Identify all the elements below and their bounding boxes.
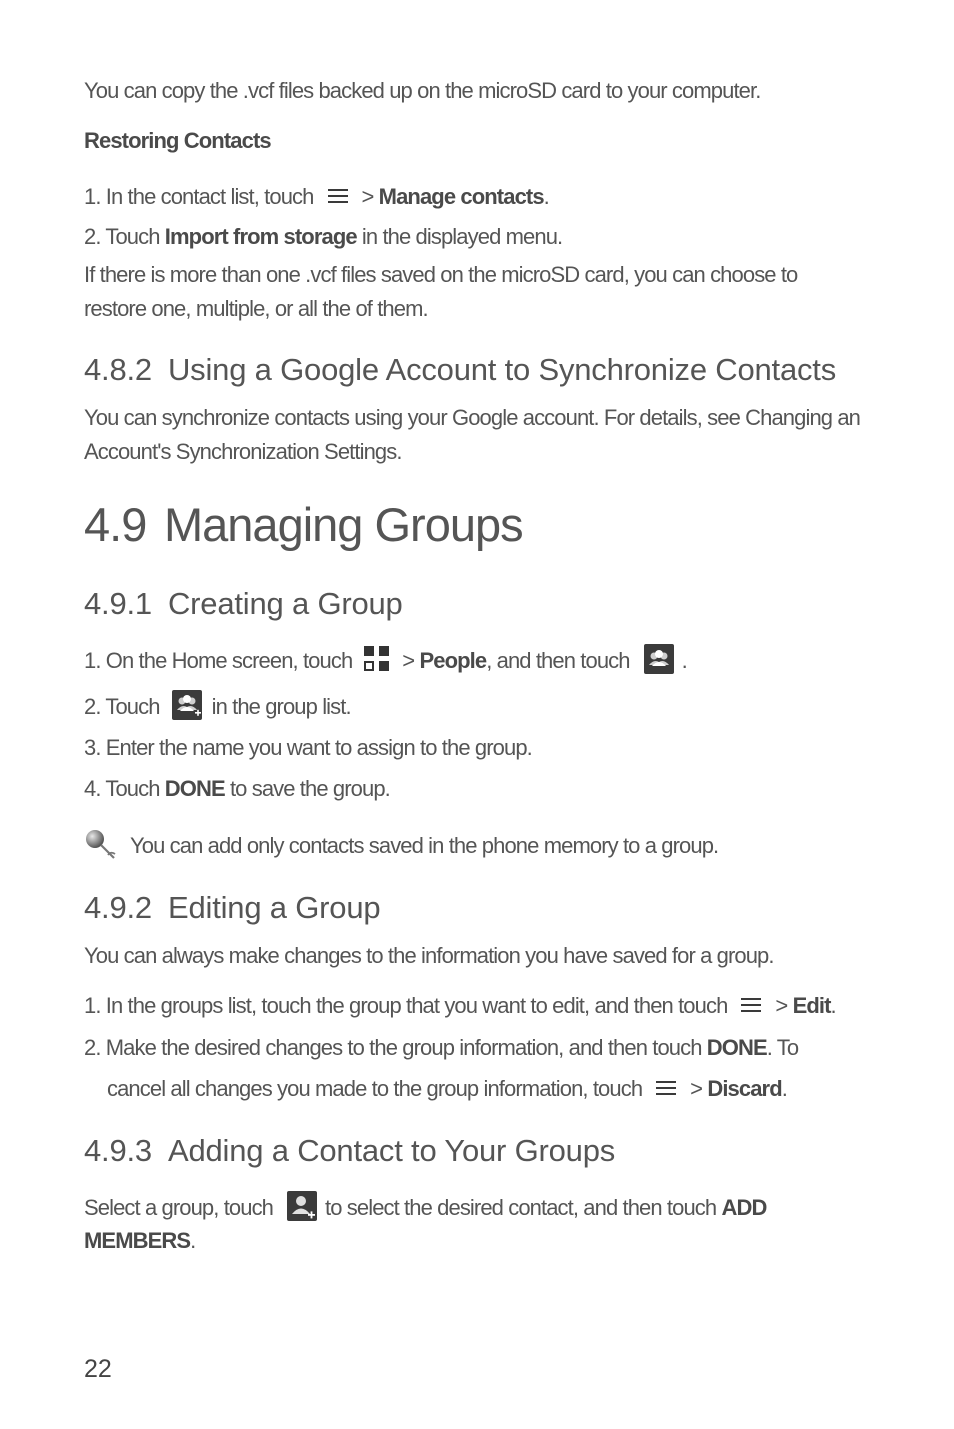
creating-step-4: 4. Touch DONE to save the group. (84, 776, 390, 801)
creating-step-2: 2. Touch in the group list. (84, 690, 884, 724)
copy-vcf-text: You can copy the .vcf files backed up on the microSD card to your computer. (84, 78, 761, 103)
restoring-contacts-heading: Restoring Contacts (84, 128, 271, 153)
restoring-step-2: 2. Touch Import from storage in the displayed menu. (84, 224, 563, 249)
creating-step-1: 1. On the Home screen, touch > People, and then touch . (84, 644, 884, 678)
menu-icon (656, 1080, 676, 1096)
creating-note: You can add only contacts saved in the phone memory to a group. (84, 829, 884, 864)
adding-contact-body-line-2: MEMBERS. (84, 1228, 196, 1253)
apps-grid-icon (364, 646, 390, 672)
page-number: 22 (84, 1355, 112, 1383)
restoring-note: If there is more than one .vcf files saved on the microSD card, you can choose to restore one, multiple, or all the of them. (84, 262, 798, 321)
group-icon (644, 644, 674, 674)
section-4-8-2-heading: 4.8.2 Using a Google Account to Synchronize Contacts (84, 352, 837, 387)
menu-icon (328, 188, 348, 204)
note-icon (84, 828, 118, 862)
editing-step-2-line-1: 2. Make the desired changes to the group information, and then touch DONE. To (84, 1035, 799, 1060)
editing-step-1: 1. In the groups list, touch the group that you want to edit, and then touch > Edit. (84, 993, 836, 1018)
editing-body: You can always make changes to the information you have saved for a group. (84, 943, 774, 968)
section-4-8-2-body: You can synchronize contacts using your Google account. For details, see Changing an Account's Synchronization Settings. (84, 405, 860, 464)
section-4-9-3-heading: 4.9.3 Adding a Contact to Your Groups (84, 1133, 616, 1168)
add-contact-icon (287, 1191, 317, 1221)
section-4-9-heading: 4.9 Managing Groups (84, 498, 523, 551)
adding-contact-body-line-1: Select a group, touch to select the desired contact, and then touch ADD (84, 1191, 884, 1225)
creating-step-3: 3. Enter the name you want to assign to the group. (84, 735, 532, 760)
add-group-icon (172, 690, 202, 720)
editing-step-2-line-2: cancel all changes you made to the group information, touch > Discard. (107, 1076, 787, 1101)
menu-icon (741, 997, 761, 1013)
section-4-9-1-heading: 4.9.1 Creating a Group (84, 586, 403, 621)
restoring-step-1: 1. In the contact list, touch > Manage contacts. (84, 184, 549, 209)
section-4-9-2-heading: 4.9.2 Editing a Group (84, 890, 381, 925)
